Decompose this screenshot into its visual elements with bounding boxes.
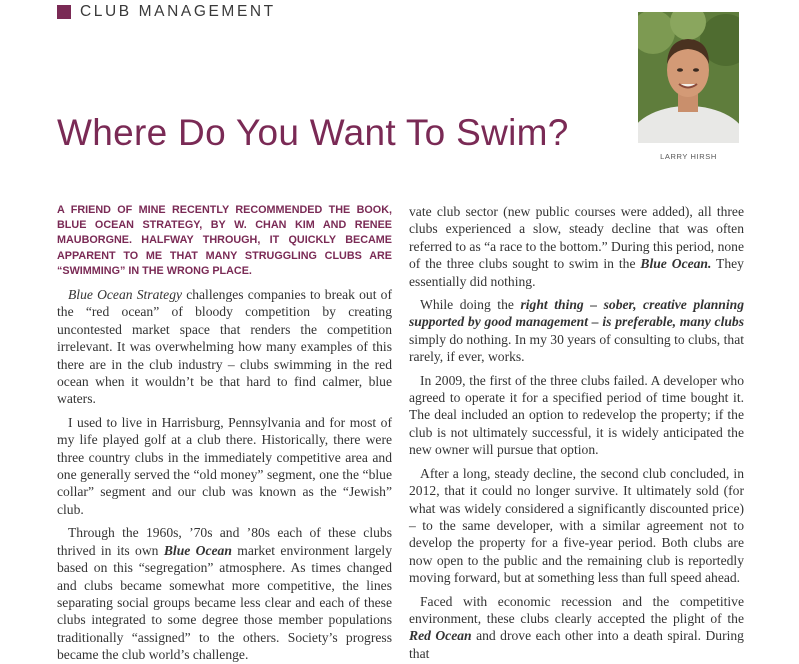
article-column-right [409, 203, 744, 662]
body-paragraph: Faced with economic recession and the competitive environment, these clubs clearly accepted the plight of the Red Ocean and drove each other into a death spiral. During that [409, 593, 744, 661]
article-title: Where Do You Want To Swim? [57, 112, 569, 153]
body-paragraph: Blue Ocean Strategy challenges companies to break out of the “red ocean” of bloody competition by creating uncontested market space that renders the competition irrelevant. It was overwhelming how many examples of this there are in the club industry – clubs swimming in the red ocean when it wouldn’t be that hard to find calmer, blue waters. [57, 287, 392, 407]
red-ocean-emphasis: Red Ocean [409, 628, 472, 644]
book-title-emphasis: Blue Ocean Strategy [68, 287, 183, 303]
body-paragraph: Through the 1960s, ’70s and ’80s each of these clubs thrived in its own Blue Ocean market environment largely based on this “segregation” atmosphere. As times changed and clubs became somewhat more competitive, the lines separating social groups became less clear and each of these clubs integrated to some degree those member populations traditionally “assigned” to the others. Society’s progress became the club world’s challenge. [57, 525, 393, 663]
section-label: CLUB MANAGEMENT [80, 3, 276, 20]
author-photo [638, 12, 739, 143]
body-paragraph: In 2009, the first of the three clubs failed. A developer who agreed to operate it for a specified period of time bought it. The deal included an option to redevelop the property; if the club is not ultimately successful, it is widely anticipated the new owner will pursue that option. [409, 372, 744, 458]
right-thing-emphasis: right thing – sober, creative planning supported by good management – is preferable, many clubs [409, 297, 744, 330]
author-portrait-image [638, 12, 739, 143]
body-paragraph: While doing the right thing – sober, creative planning supported by good management – is preferable, many clubs simply do nothing. In my 30 years of consulting to clubs, that rarely, if ever, works. [409, 297, 744, 365]
author-caption: LARRY HIRSH [660, 152, 717, 161]
body-paragraph: vate club sector (new public courses were added), all three clubs experienced a slow, steady decline that was often referred to as “a race to the bottom.” During this period, none of the three clubs sought to swim in the Blue Ocean. They essentially did nothing. [409, 204, 744, 289]
section-header [57, 3, 276, 21]
article-lead: A FRIEND OF MINE RECENTLY RECOMMENDED THE BOOK, BLUE OCEAN STRATEGY, BY W. CHAN KIM AND RENEE MAUBORGNE. HALFWAY THROUGH, IT QUICKLY BECAME APPARENT TO ME THAT MANY STRUGGLING CLUBS ARE “SWIMMING” IN THE WRONG PLACE. [57, 204, 392, 277]
blue-ocean-emphasis: Blue Ocean [163, 542, 232, 558]
section-marker [57, 5, 71, 19]
blue-ocean-emphasis: Blue Ocean. [640, 256, 712, 272]
body-paragraph: I used to live in Harrisburg, Pennsylvania and for most of my life played golf at a club there. Historically, there were three country clubs in the immediately competitive area and one generally served the “old money” segment, one the “blue collar” segment and our club was known as the “Jewish” club. [57, 414, 392, 517]
body-paragraph: After a long, steady decline, the second club concluded, in 2012, that it could no longer survive. It ultimately sold (for what was widely considered a significantly discounted price) – to the same developer, with a similar agreement not to develop the property for a five-year period. Both clubs are now open to the public and the remaining club is reportedly moving forward, but at something less than full speed ahead. [409, 465, 744, 586]
article-column-left [57, 203, 392, 664]
